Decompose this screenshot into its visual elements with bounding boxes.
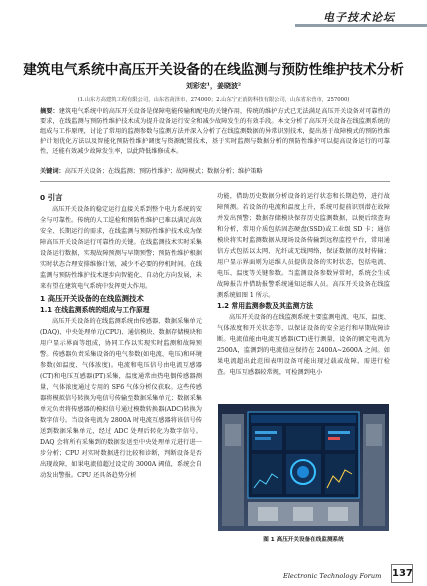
figure-1-caption: 图 1 高压开关设备在线监测系统 xyxy=(263,537,344,543)
article-affiliation: (1.山东方高建筑工程有限公司，山东省菏泽市，274000；2.山东宁正消防科技有限公司，山东省东营市，257000) xyxy=(77,97,350,103)
section-0-paragraph: 高压开关设备的稳定运行直接关系到整个电力系统的安全与可靠性。传统的人工巡检和预防性维护已难以满足高效安全、长期运行的需求，在线监测与预防性维护技术成为保障高压开关设备运行可靠性的关键。在线监测技术实时采集设备运行数据，实现故障预测与早期预警；预防性维护根据实时状态合理安排维修计划，减少不必要的停机时间。在线监测与预防性维护技术逐步向智能化、自动化方向发展，未来有望在建筑电气系统中发挥更大作用。 xyxy=(40,206,202,290)
section-1-1-paragraph: 高压开关设备的在线监测系统由传感器、数据采集单元(DAQ)、中央处理单元(CPU)、通信模块、数据存储模块和用户显示界面等组成，协同工作以实现实时监测和故障预警。传感器负责采集设备的电气参数(如电流、电压)和环境参数(如温度、气体浓度)。电流和电压信号由电流互感器(CT)和电压互感器(PT)采集，温度通常由热电偶传感器测量，气体浓度通过专用的 SF6 气体分析仪获取。这些传感器将模拟信号转换为电信号传输至数据采集单元；数据采集单元负责将传感器的模拟信号通过模数转换器(ADC)转换为数字信号。当设备电流为 2800A 时电流互感器将该信号传送到数据采集单元，经过 ADC 处理后转化为数字信号。DAQ 会将所有采集到的数据发送至中央处理单元进行进一步分析；CPU 对实时数据进行比较和诊断，判断设备是否出现故障，如果电流值超过设定的 3000A 阈值，系统会自动发出警报。CPU 还具备趋势分析 xyxy=(40,318,202,479)
section-0-heading: 0 引言 xyxy=(40,193,63,202)
left-column xyxy=(40,191,202,481)
right-column xyxy=(217,191,390,378)
section-1-2-paragraph: 高压开关设备的在线监测系统主要监测电流、电压、温度、气体浓度和开关状态等，以保证设备的安全运行和早期故障诊断。电流值能由电流互感器(CT)进行测量，设备的额定电流为 2500A，监测到的电流值应保持在 2400A~2600A 之间。如果电流超出此范围表明设备可能出现过载或故障，需进行检查。电压互感器较常规，可检测到电小 xyxy=(217,314,390,376)
monitoring-system-illustration xyxy=(218,404,389,531)
section-1-2-heading: 1.2 常用监测参数及其监测方法 xyxy=(217,302,313,310)
page-number: 137 xyxy=(391,564,413,583)
article-title: 建筑电气系统中高压开关设备的在线监测与预防性维护技术分析 xyxy=(23,62,404,78)
journal-name: Electronic Technology Forum xyxy=(283,572,382,580)
article-authors: 刘彩宏¹，姜晓波² xyxy=(185,81,242,90)
keywords-block xyxy=(40,167,390,177)
keywords-label: 关键词： xyxy=(40,168,65,175)
section-1-heading: 1 高压开关设备的在线监测技术 xyxy=(40,294,144,303)
abstract-block xyxy=(40,107,390,157)
abstract-divider xyxy=(40,181,390,182)
section-1-1-heading: 1.1 在线监测系统的组成与工作原理 xyxy=(40,306,150,314)
figure-1-image xyxy=(218,404,389,531)
abstract-text: 建筑电气系统中的高压开关设备是保障电能传输和配电的关键作用，传统的维护方式已无法满足高压开关设备对可靠性的要求，在线监测与预防性维护技术成为提升设备运行安全和减少故障发生的有效手段。本文分析了高压开关设备在线监测系统的组成与工作原理，讨论了常用的监测参数与监测方法并深入分析了在线监测数据的异常识别技术，提出基于故障模式的预防性维护计划优化方法以及智能化预防性维护调度与资源配置技术，基于实时监测与数据分析的预防性维护可以提高设备运行的可靠性，还能有效减少故障发生率，以此降低维修成本。 xyxy=(40,108,391,155)
column-tag: 电子技术论坛 xyxy=(323,11,395,24)
abstract-label: 摘要： xyxy=(40,108,59,115)
keywords-text: 高压开关设备；在线监测；预防性维护；故障模式；数据分析；维护策略 xyxy=(64,168,263,175)
continued-paragraph: 功能，借助历史数据分析设备的运行状态和长期趋势，进行故障预测。若设备的电流和温度上升，系统可提前识别潜在故障并发出预警；数据存储模块保存历史监测数据，以便后续查询和分析，常用介质包括固态硬盘(SSD)或工业级 SD 卡；通信模块将实时监测数据从现场设备传输到远程监控平台，常用通信方式包括以太网、光纤或无线网络，保证数据的及时传输；用户显示界面则为运维人员提供设备的实时状态，包括电流、电压、温度等关键参数。当监测设备参数异常时，系统会生成故障报告并借助报警系统通知运维人员。高压开关设备在线监测系统如图 1 所示。 xyxy=(217,193,390,299)
